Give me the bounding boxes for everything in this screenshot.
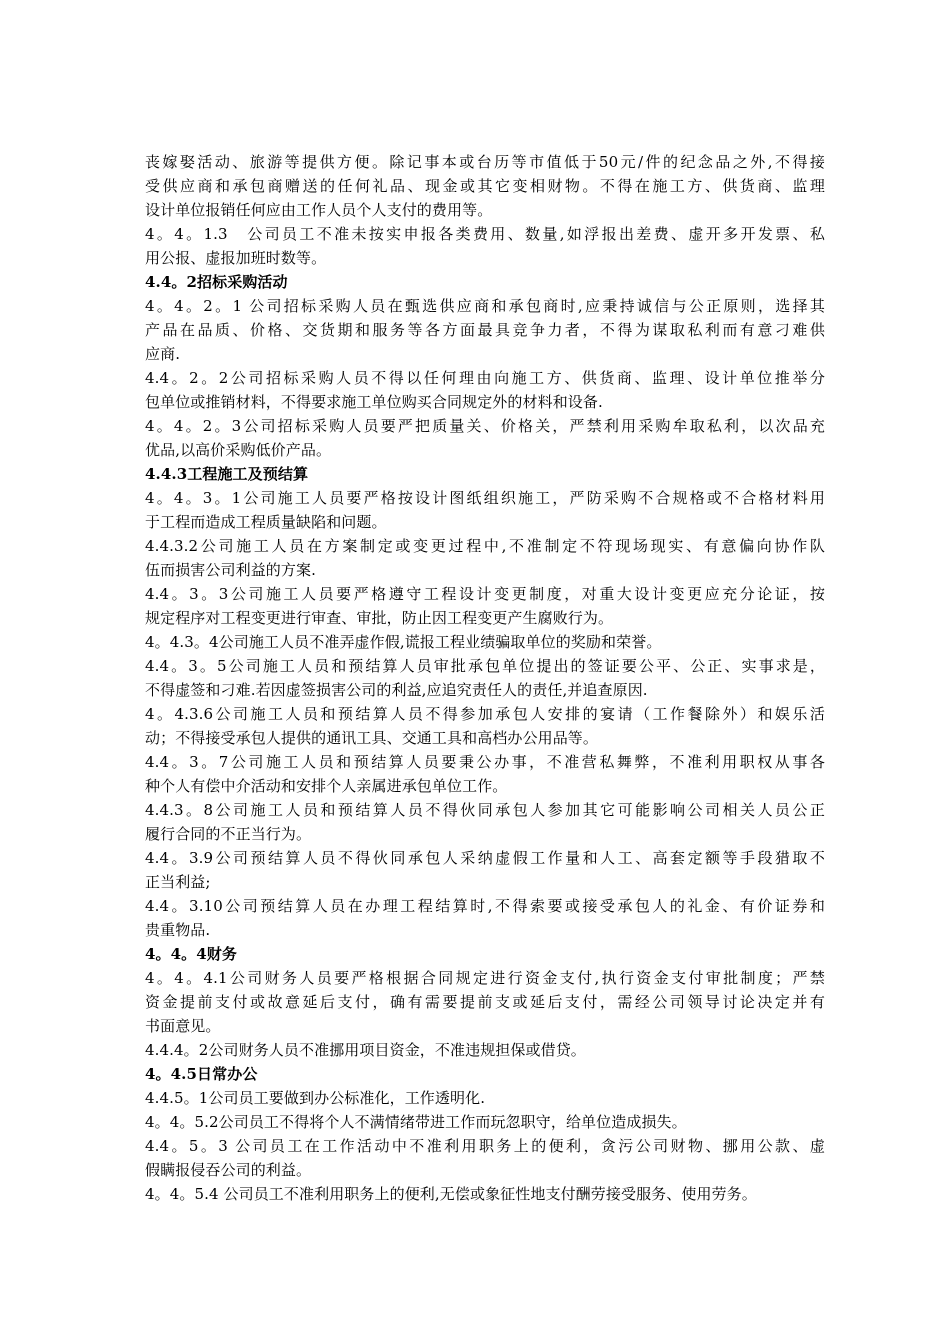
paragraph xyxy=(145,534,825,582)
paragraph xyxy=(145,582,825,630)
paragraph-line: 设计单位报销任何应由工作人员个人支付的费用等。 xyxy=(145,201,493,219)
section-heading xyxy=(145,1062,825,1086)
paragraph-line: 4。4.3。4公司施工人员不准弄虚作假,谎报工程业绩骗取单位的奖励和荣誉。 xyxy=(145,633,662,651)
paragraph-line: 包单位或推销材料，不得要求施工单位购买合同规定外的材料和设备. xyxy=(145,393,603,411)
paragraph-line: 伍而损害公司利益的方案. xyxy=(145,561,316,579)
paragraph-line: 用公报、虚报加班时数等。 xyxy=(145,249,327,267)
section-heading xyxy=(145,942,825,966)
document-body xyxy=(145,150,825,1206)
paragraph xyxy=(145,798,825,846)
paragraph xyxy=(145,1086,825,1110)
paragraph-line: 丧嫁娶活动、旅游等提供方便。除记事本或台历等市值低于50元/件的纪念品之外,不得接 xyxy=(145,153,825,171)
paragraph xyxy=(145,414,825,462)
paragraph xyxy=(145,1134,825,1182)
paragraph-line: 4。4。2。3公司招标采购人员要严把质量关、价格关，严禁利用采购牟取私利，以次品充 xyxy=(145,417,825,435)
paragraph xyxy=(145,702,825,750)
paragraph-line: 4。4.3.6公司施工人员和预结算人员不得参加承包人安排的宴请（工作餐除外）和娱乐活 xyxy=(145,705,825,723)
paragraph-line: 4.4.5。1公司员工要做到办公标准化，工作透明化. xyxy=(145,1089,486,1107)
paragraph xyxy=(145,294,825,366)
paragraph xyxy=(145,150,825,222)
paragraph-line: 不得虚签和刁难.若因虚签损害公司的利益,应追究责任人的责任,并追查原因. xyxy=(145,681,648,699)
paragraph-line: 4.4。3。5公司施工人员和预结算人员审批承包单位提出的签证要公平、公正、实事求是， xyxy=(145,657,825,675)
paragraph xyxy=(145,366,825,414)
paragraph-line: 假瞒报侵吞公司的利益。 xyxy=(145,1161,312,1179)
paragraph xyxy=(145,1110,825,1134)
paragraph-line: 资金提前支付或故意延后支付，确有需要提前支或延后支付，需经公司领导讨论决定并有 xyxy=(145,993,825,1011)
paragraph-line: 4。4。5.4 公司员工不准利用职务上的便利,无偿或象征性地支付酬劳接受服务、使用劳务。 xyxy=(145,1185,757,1203)
paragraph-line: 4。4。2。1 公司招标采购人员在甄选供应商和承包商时,应秉持诚信与公正原则，选择其 xyxy=(145,297,825,315)
paragraph xyxy=(145,222,825,270)
paragraph-line: 于工程而造成工程质量缺陷和问题。 xyxy=(145,513,387,531)
paragraph-line: 4.4。3.10公司预结算人员在办理工程结算时,不得索要或接受承包人的礼金、有价证券和 xyxy=(145,897,825,915)
paragraph-line: 贵重物品. xyxy=(145,921,211,939)
paragraph-line: 4.4。3。7公司施工人员和预结算人员要秉公办事，不准营私舞弊，不准利用职权从事各 xyxy=(145,753,825,771)
paragraph-line: 4.4。3.9公司预结算人员不得伙同承包人采纳虚假工作量和人工、高套定额等手段猎取不 xyxy=(145,849,825,867)
paragraph xyxy=(145,630,825,654)
paragraph-line: 4。4。3。1公司施工人员要严格按设计图纸组织施工，严防采购不合规格或不合格材料用 xyxy=(145,489,825,507)
paragraph-line: 4.4。2。2公司招标采购人员不得以任何理由向施工方、供货商、监理、设计单位推举分 xyxy=(145,369,825,387)
paragraph xyxy=(145,1038,825,1062)
paragraph-line: 规定程序对工程变更进行审查、审批，防止因工程变更产生腐败行为。 xyxy=(145,609,614,627)
paragraph-line: 4.4。5。3 公司员工在工作活动中不准利用职务上的便利，贪污公司财物、挪用公款、虚 xyxy=(145,1137,825,1155)
paragraph-line: 履行合同的不正当行为。 xyxy=(145,825,312,843)
paragraph-line: 产品在品质、价格、交货期和服务等各方面最具竞争力者，不得为谋取私利而有意刁难供 xyxy=(145,321,825,339)
heading-text: 4.4。2招标采购活动 xyxy=(145,273,288,291)
paragraph-line: 4.4.3.2公司施工人员在方案制定或变更过程中,不准制定不符现场现实、有意偏向协作队 xyxy=(145,537,825,555)
paragraph-line: 受供应商和承包商赠送的任何礼品、现金或其它变相财物。不得在施工方、供货商、监理 xyxy=(145,177,825,195)
paragraph xyxy=(145,750,825,798)
paragraph xyxy=(145,894,825,942)
paragraph-line: 4。4。1.3 公司员工不准未按实申报各类费用、数量,如浮报出差费、虚开多开发票、私 xyxy=(145,225,825,243)
section-heading xyxy=(145,270,825,294)
paragraph xyxy=(145,486,825,534)
heading-text: 4。4.5日常办公 xyxy=(145,1065,258,1083)
paragraph-line: 4。4。5.2公司员工不得将个人不满情绪带进工作而玩忽职守，给单位造成损失。 xyxy=(145,1113,687,1131)
paragraph xyxy=(145,966,825,1038)
paragraph-line: 应商. xyxy=(145,345,181,363)
paragraph-line: 书面意见。 xyxy=(145,1017,221,1035)
paragraph xyxy=(145,846,825,894)
paragraph-line: 4.4.4。2公司财务人员不准挪用项目资金，不准违规担保或借贷。 xyxy=(145,1041,586,1059)
paragraph-line: 4。4。4.1公司财务人员要严格根据合同规定进行资金支付,执行资金支付审批制度；严禁 xyxy=(145,969,825,987)
paragraph-line: 优品,以高价采购低价产品。 xyxy=(145,441,332,459)
paragraph-line: 种个人有偿中介活动和安排个人亲属进承包单位工作。 xyxy=(145,777,508,795)
section-heading xyxy=(145,462,825,486)
paragraph xyxy=(145,1182,825,1206)
paragraph-line: 4.4.3。8公司施工人员和预结算人员不得伙同承包人参加其它可能影响公司相关人员公正 xyxy=(145,801,825,819)
paragraph xyxy=(145,654,825,702)
paragraph-line: 动；不得接受承包人提供的通讯工具、交通工具和高档办公用品等。 xyxy=(145,729,599,747)
paragraph-line: 正当利益; xyxy=(145,873,211,891)
paragraph-line: 4.4。3。3公司施工人员要严格遵守工程设计变更制度，对重大设计变更应充分论证，按 xyxy=(145,585,825,603)
heading-text: 4.4.3工程施工及预结算 xyxy=(145,465,309,483)
heading-text: 4。4。4财务 xyxy=(145,945,238,963)
